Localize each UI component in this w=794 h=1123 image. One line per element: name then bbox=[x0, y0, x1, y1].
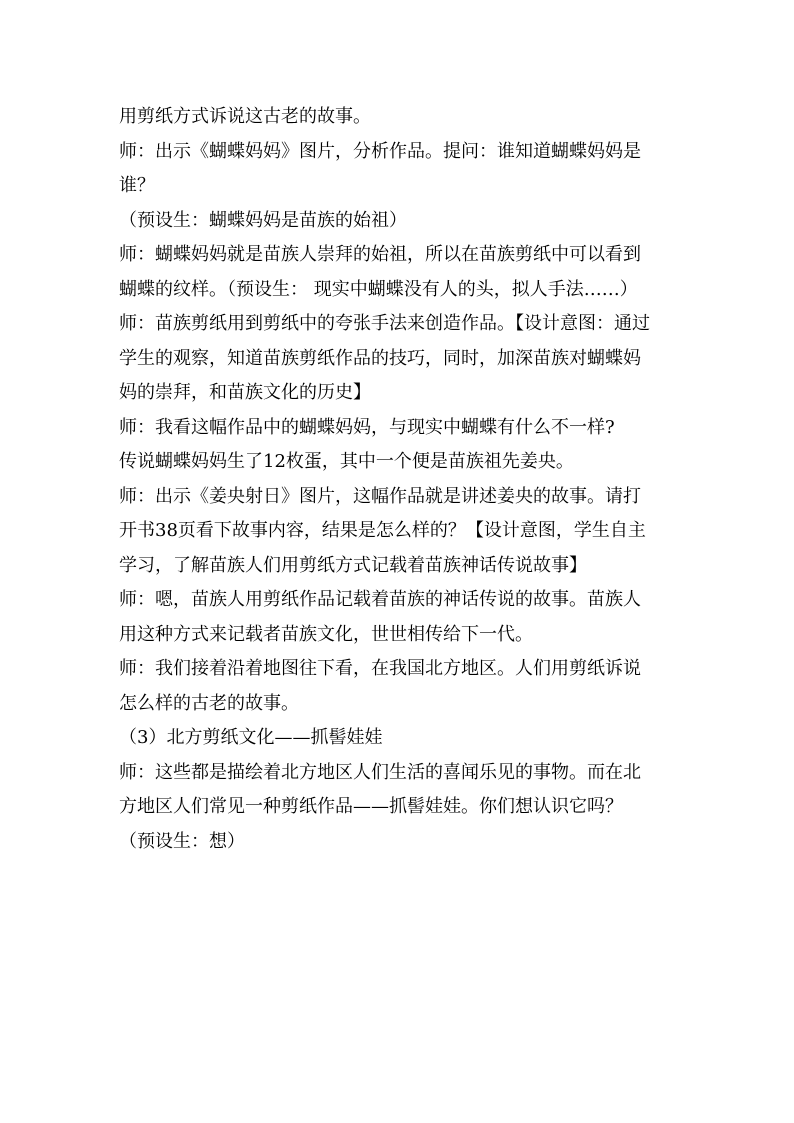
text-line: 开书38页看下故事内容，结果是怎么样的？【设计意图，学生自主 bbox=[119, 520, 646, 541]
text-line: 师：这些都是描绘着北方地区人们生活的喜闻乐见的事物。而在北 bbox=[119, 761, 641, 783]
document-body bbox=[119, 100, 679, 859]
text-line: 师：出示《姜央射日》图片，这幅作品就是讲述姜央的故事。请打 bbox=[119, 485, 641, 507]
text-line: 妈的崇拜，和苗族文化的历史】 bbox=[119, 382, 371, 403]
text-line: 用剪纸方式诉说这古老的故事。 bbox=[119, 106, 371, 127]
text-line: 谁？ bbox=[119, 175, 155, 196]
text-line: 师：蝴蝶妈妈就是苗族人崇拜的始祖，所以在苗族剪纸中可以看到 bbox=[119, 244, 641, 265]
text-line: 蝴蝶的纹样。（预设生： 现实中蝴蝶没有人的头，拟人手法……） bbox=[119, 278, 638, 300]
text-line: （预设生：蝴蝶妈妈是苗族的始祖） bbox=[119, 209, 407, 231]
text-line: 方地区人们常见一种剪纸作品——抓髻娃娃。你们想认识它吗？ bbox=[119, 796, 623, 817]
text-line: 师：我看这幅作品中的蝴蝶妈妈，与现实中蝴蝶有什么不一样? bbox=[119, 416, 615, 438]
text-line: 师：我们接着沿着地图往下看，在我国北方地区。人们用剪纸诉说 bbox=[119, 658, 641, 679]
text-line: 传说蝴蝶妈妈生了12枚蛋，其中一个便是苗族祖先姜央。 bbox=[119, 451, 574, 472]
text-line: 师：嗯，苗族人用剪纸作品记载着苗族的神话传说的故事。苗族人 bbox=[119, 589, 641, 610]
text-line: 师：苗族剪纸用到剪纸中的夸张手法来创造作品。【设计意图：通过 bbox=[119, 313, 650, 334]
text-line: 用这种方式来记载者苗族文化，世世相传给下一代。 bbox=[119, 623, 533, 645]
text-line: 学生的观察，知道苗族剪纸作品的技巧，同时，加深苗族对蝴蝶妈 bbox=[119, 347, 641, 369]
section-heading: （3）北方剪纸文化——抓髻娃娃 bbox=[119, 727, 383, 748]
text-line: 怎么样的古老的故事。 bbox=[119, 692, 299, 714]
text-line: 学习，了解苗族人们用剪纸方式记载着苗族神话传说故事】 bbox=[119, 554, 587, 576]
text-line: （预设生：想） bbox=[119, 830, 245, 852]
text-line: 师：出示《蝴蝶妈妈》图片，分析作品。提问：谁知道蝴蝶妈妈是 bbox=[119, 140, 641, 162]
